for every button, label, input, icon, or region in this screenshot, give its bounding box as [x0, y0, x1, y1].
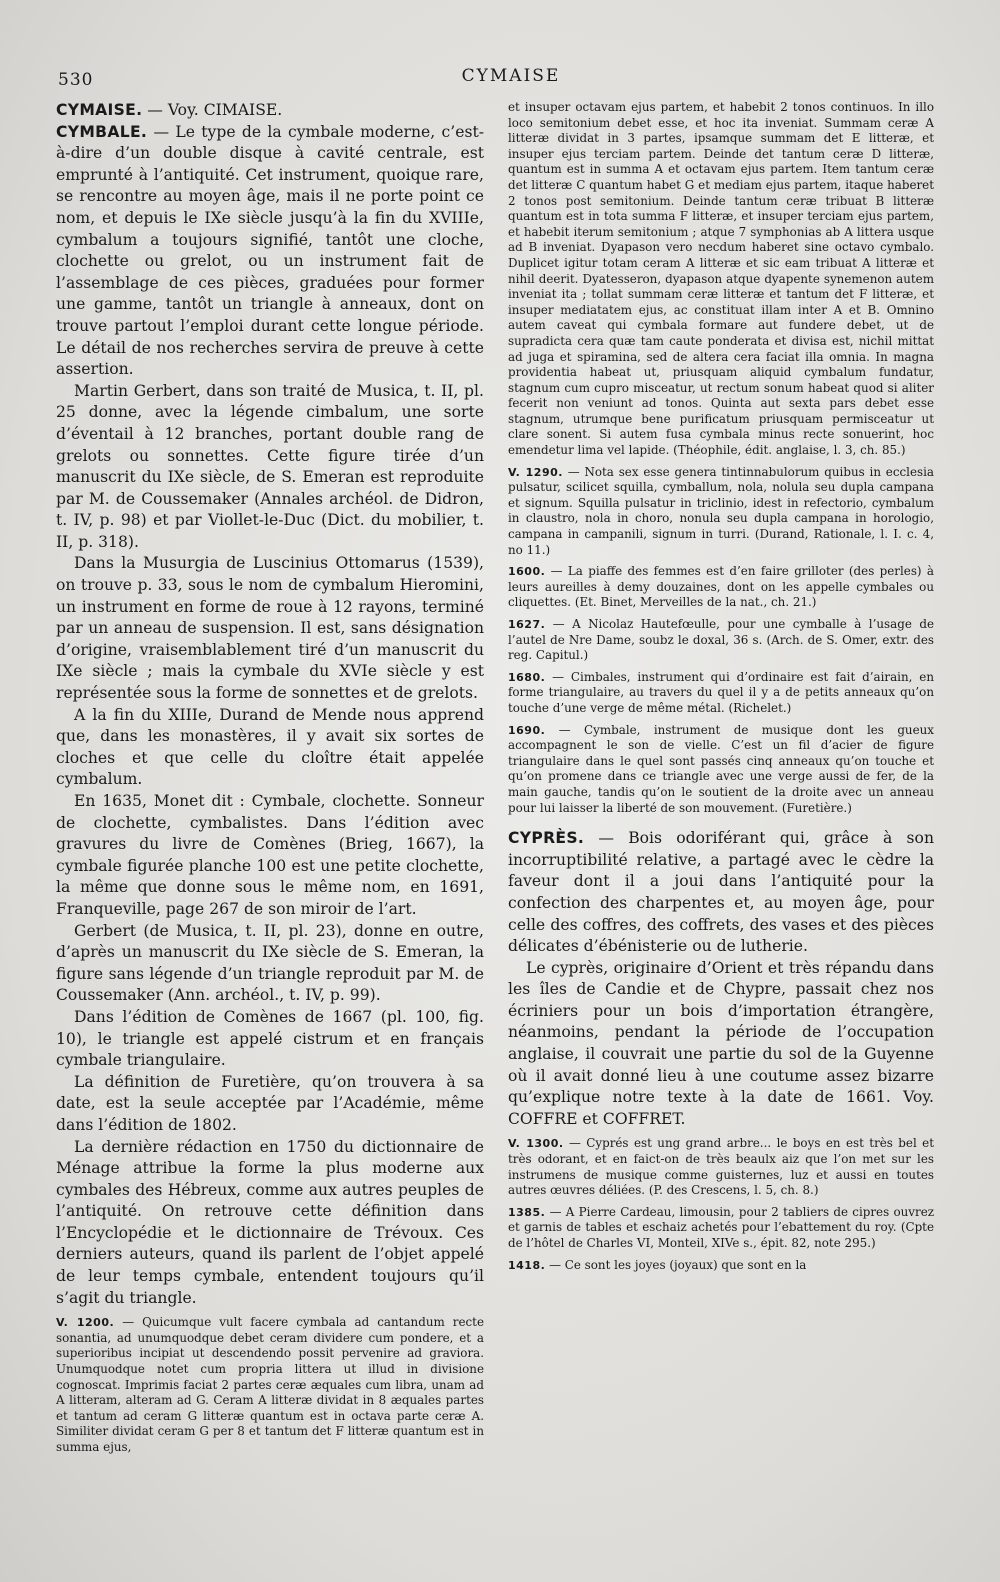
entry-paragraph	[508, 1136, 934, 1198]
paragraph-text: — Nota sex esse genera tintinnabulorum quibus in ecclesia pulsatur, scilicet squilla, cymballum, nola, nolula seu dupla campana et signum. Squilla pulsatur in triclinio, idest in refectorio, cymbalum in claustro, nola in choro, nonula seu dupla campana in horologio, campana in campanili, signum in turri. (Durand, Rationale, l. I. c. 4, no 11.)	[508, 464, 934, 557]
date-marker: 1418.	[508, 1258, 546, 1272]
text-paragraph	[56, 553, 484, 704]
text-paragraph	[56, 705, 484, 791]
paragraph-text: — La piaffe des femmes est d’en faire grilloter (des perles) à leurs aureilles à demy douzaines, dont on les appelle cymbales ou cliquettes. (Et. Binet, Merveilles de la nat., ch. 21.)	[508, 564, 934, 610]
entry-paragraph	[508, 670, 934, 717]
entry-paragraph	[56, 122, 484, 381]
paragraph-text: Martin Gerbert, dans son traité de Musica, t. II, pl. 25 donne, avec la légende cimbalum, une sorte d’éventail à 12 branches, portant double rang de grelots ou sonnettes. Cette figure tirée d’un manuscrit du IXe siècle, de S. Emeran est reproduite par M. de Coussemaker (Annales archéol. de Didron, t. IV, p. 98) et par Viollet-le-Duc (Dict. du mobilier, t. II, p. 318).	[56, 381, 484, 551]
entry-paragraph	[508, 1205, 934, 1252]
date-marker: V. 1300.	[508, 1137, 564, 1151]
headword: CYMAISE.	[56, 101, 143, 119]
entry-paragraph	[508, 723, 934, 817]
date-marker: V. 1200.	[56, 1316, 115, 1330]
entry-paragraph	[508, 617, 934, 664]
paragraph-text: — Cyprés est ung grand arbre... le boys en est très bel et très odorant, et en faict-on de très beaulx aiz que l’on met sur les instrumens de musique comme guisternes, luz et aussi en toutes autres œuvres déliées. (P. des Crescens, l. 5, ch. 8.)	[508, 1136, 934, 1198]
paragraph-text: — Voy. CIMAISE.	[142, 101, 283, 119]
text-paragraph	[508, 100, 934, 459]
paragraph-text: En 1635, Monet dit : Cymbale, clochette. Sonneur de clochette, cymbalistes. Dans l’édition avec gravures du livre de Comènes (Brieg, 1667), la cymbale figurée planche 100 est une petite clochette, la même que donne sous le même nom, en 1691, Franqueville, page 267 de son miroir de l’art.	[56, 792, 484, 918]
date-marker: 1600.	[508, 565, 546, 579]
entry-paragraph	[508, 564, 934, 611]
paragraph-text: — A Pierre Cardeau, limousin, pour 2 tabliers de cipres ouvrez et garnis de tables et eschaiz achetés pour l’ebattement du roy. (Cpte de l’hôtel de Charles VI, Monteil, XIVe s., épit. 82, note 295.)	[508, 1204, 934, 1250]
paragraph-text: — Quicumque vult facere cymbala ad cantandum recte sonantia, ad unumquodque debet ceram dividere cum pondere, et a superioribus incipiat ut descendendo possit pervenire ad graviora. Unumquodque notet cum propria littera ut illud in divisione cognoscat. Imprimis faciat 2 partes ceræ æquales cum libra, unam ad A litteram, alteram ad G. Ceram A litteræ dividat in 8 æquales partes et tantum ad ceram G litteræ quantum est in octava parte ceræ A. Similiter dividat ceram G per 8 et tantum det F litteræ quantum est in summa ejus,	[56, 1315, 484, 1454]
running-header	[58, 62, 964, 92]
paragraph-text: — A Nicolaz Hautefœulle, pour une cymballe à l’usage de l’autel de Nre Dame, soubz le doxal, 36 s. (Arch. de S. Omer, extr. des reg. Capitul.)	[508, 617, 934, 663]
entry-paragraph	[508, 828, 934, 958]
paragraph-text: — Ce sont les joyes (joyaux) que sont en la	[545, 1257, 807, 1272]
paragraph-text: — Le type de la cymbale moderne, c’est-à-dire d’un double disque à cavité centrale, est emprunté à l’antiquité. Cet instrument, quoique rare, se rencontre au moyen âge, mais il ne porte point ce nom, et depuis le IXe siècle jusqu’à la fin du XVIIIe, cymbalum a toujours signifié, tantôt une cloche, clochette ou grelot, ou un instrument fait de l’assemblage de ces pièces, graduées pour former une gamme, tantôt un triangle à anneaux, dont on trouve partout l’emploi durant cette longue période. Le détail de nos recherches servira de preuve à cette assertion.	[56, 122, 484, 379]
paragraph-text: Dans l’édition de Comènes de 1667 (pl. 100, fig. 10), le triangle est appelé cistrum et en français cymbale triangulaire.	[56, 1007, 484, 1070]
running-title: CYMAISE	[461, 66, 561, 86]
paragraph-text: La dernière rédaction en 1750 du dictionnaire de Ménage attribue la forme la plus moderne aux cymbales des Hébreux, comme aux autres peuples de l’antiquité. On retrouve cette définition dans l’Encyclopédie et le dictionnaire de Trévoux. Ces derniers auteurs, quand ils parlent de l’objet appelé de leur temps cymbale, entendent toujours qu’il s’agit du triangle.	[56, 1137, 484, 1307]
left-column	[56, 100, 484, 1542]
date-marker: 1385.	[508, 1205, 546, 1219]
paragraph-text: Dans la Musurgia de Luscinius Ottomarus (1539), on trouve p. 33, sous le nom de cymbalum Hieromini, un instrument en forme de roue à 12 rayons, terminé par un anneau de suspension. Il est, sans désignation d’origine, vraisemblablement tiré d’un manuscrit du IXe siècle ; mais la cymbale du XVIe siècle y est représentée sous la forme de sonnettes et de grelots.	[56, 554, 484, 703]
entry-paragraph	[508, 1258, 934, 1274]
headword: CYMBALE.	[56, 122, 148, 141]
page-number: 530	[58, 70, 94, 90]
paragraph-text: — Cymbale, instrument de musique dont les gueux accompagnent le son de vielle. C’est un fil d’acier de figure triangulaire dans le quel sont passés cinq anneaux qu’on touche et qu’on promene dans ce triangle avec une verge aussi de fer, de la main gauche, tandis qu’on le soutient de la droite avec un anneau pour lui laisser la liberté de son mouvement. (Furetière.)	[508, 722, 934, 815]
paragraph-text: La définition de Furetière, qu’on trouvera à sa date, est la seule acceptée par l’Académie, même dans l’édition de 1802.	[56, 1072, 484, 1134]
date-marker: 1627.	[508, 618, 546, 631]
headword: CYPRÈS.	[508, 829, 585, 848]
paragraph-text: Gerbert (de Musica, t. II, pl. 23), donne en outre, d’après un manuscrit du IXe siècle de S. Emeran, la figure sans légende d’un triangle reproduit par M. de Coussemaker (Ann. archéol., t. IV, p. 99).	[56, 921, 484, 1005]
text-paragraph	[56, 791, 484, 921]
paragraph-text: — Cimbales, instrument qui d’ordinaire est fait d’airain, en forme triangulaire, au travers du quel il y a de petits anneaux qu’on touche d’une verge de même métal. (Richelet.)	[508, 669, 934, 715]
date-marker: V. 1290.	[508, 465, 563, 479]
date-marker: 1680.	[508, 670, 546, 684]
entry-paragraph	[56, 100, 484, 122]
paragraph-text: A la fin du XIIIe, Durand de Mende nous apprend que, dans les monastères, il y avait six sortes de cloches et que celle du cloître était appelée cymbalum.	[56, 705, 484, 789]
entry-paragraph	[508, 465, 934, 559]
text-paragraph	[56, 921, 484, 1007]
text-paragraph	[56, 381, 484, 554]
paragraph-text: Le cyprès, originaire d’Orient et très répandu dans les îles de Candie et de Chypre, passait chez nos écriniers pour un bois d’importation étrangère, néanmoins, pendant la période de l’occupation anglaise, il couvrait une partie du sol de la Guyenne où il avait donné lieu à une coutume assez bizarre qu’explique notre texte à la date de 1661. Voy. COFFRE et COFFRET.	[508, 958, 934, 1128]
paragraph-text: — Bois odoriférant qui, grâce à son incorruptibilité relative, a partagé avec le cèdre la faveur dont il a joui dans l’antiquité pour la confection des charpentes et, au moyen âge, pour celle des coffres, des coffrets, des vases et des pièces délicates d’ébénisterie ou de lutherie.	[508, 829, 934, 956]
text-paragraph	[56, 1007, 484, 1072]
paragraph-text: et insuper octavam ejus partem, et habebit 2 tonos continuos. In illo loco semitonium debet esse, et hoc ita inveniat. Summam ceræ A litteræ dividat in 3 partes, ipsamque summam det E litteræ, et insuper ejus terciam partem. Deinde det tantum ceræ D litteræ, quantum est in summa A et octavam ejus partem. Item tantum ceræ det litteræ C quantum habet G et mediam ejus partem, itaque haberet 2 tonos post semitonium. Deinde tantum ceræ tribuat B litteræ quantum est in tota summa F litteræ, et insuper terciam ejus partem, et habebit iterum semitonium ; atque 7 symphonias ab A littera usque ad B inveniat. Dyapason vero necdum haberet sine octavo cymbalo. Duplicet igitur totam ceram A litteræ et sic eam tribuat A litteræ et nihil deerit. Dyatesseron, dyapason atque dyapente synemenon autem inveniat ita ; tollat summam ceræ litteræ et tantum det F litteræ, et insuper mediatatem ejus, ac constituat illam inter A et B. Omnino autem caveat qui cymbala formare aut fundere debet, ut de supradicta cera quæ tam caute ponderata et divisa est, nichil mittat ad juga et spiramina, sed de altera cera faciat illa omnia. In magna providentia habeat ut, priusquam aliquid cymbalum fundatur, stagnum cum cupro misceatur, ut rectum sonum habeat quod si aliter fecerit non veniunt ad tonos. Quinta aut sexta pars debet esse stagnum, utrumque bene purificatum priusquam permisceatur ut clare sonent. Si autem fusa cymbala minus recte sonuerint, hoc emendetur lima vel lapide. (Théophile, édit. anglaise, l. 3, ch. 85.)	[508, 100, 934, 458]
date-marker: 1690.	[508, 723, 546, 737]
text-paragraph	[508, 958, 934, 1131]
text-paragraph	[56, 1137, 484, 1310]
entry-paragraph	[56, 1315, 484, 1455]
text-paragraph	[56, 1072, 484, 1137]
right-column	[508, 100, 934, 1542]
